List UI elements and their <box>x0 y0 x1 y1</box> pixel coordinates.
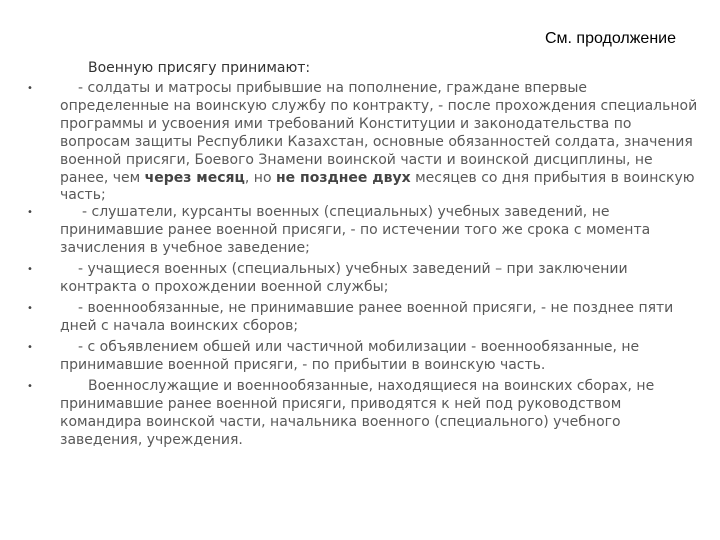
bullet-icon: • <box>27 303 33 314</box>
list-item <box>27 204 700 261</box>
list-item-text: , но <box>244 169 272 186</box>
bullet-icon: • <box>27 83 33 94</box>
list-item-text: - военнообязанные, не принимавшие ранее военной присяги, - не позднее пяти дней с начала воинских сборов; <box>60 300 674 334</box>
list-item-text: - солдаты и матросы прибывшие на пополнение, граждане впервые определенные на воинскую службу по контракту, - после прохождения специальной программы и усвоения ими требований Конституции и законодательства по вопросам защиты Республики Казахстан, основные обязанностей солдата, значения военной присяги, Боевого Знамени воинской части и воинской дисциплины, не ранее, чем <box>60 80 698 186</box>
bullet-icon: • <box>27 207 33 218</box>
list-item-text: - учащиеся военных (специальных) учебных заведений – при заключении контракта о прохождении военной службы; <box>60 261 628 295</box>
list-item-text: - с объявлением обшей или частичной мобилизации - военнообязанные, не принимавшие военной присяги, - по прибытии в воинскую часть. <box>60 339 640 373</box>
list-item <box>27 300 700 339</box>
intro-heading: Военную присягу принимают: <box>88 60 311 76</box>
list-item <box>27 378 700 450</box>
bullet-icon: • <box>27 342 33 353</box>
list-item <box>27 339 700 378</box>
oath-list <box>27 80 700 450</box>
list-item <box>27 261 700 300</box>
bullet-icon: • <box>27 264 33 275</box>
list-item-text: Военнослужащие и военнообязанные, находящиеся на воинских сборах, не принимавшие ранее военной присяги, приводятся к ней под руководством командира воинской части, начальника военного (специального) учебного заведения, учреждения. <box>60 378 655 448</box>
continuation-label: См. продолжение <box>544 30 676 47</box>
highlight-through-month: через месяц <box>144 169 245 186</box>
bullet-icon: • <box>27 381 33 392</box>
list-item-text: - слушатели, курсанты военных (специальных) учебных заведений, не принимавшие ранее военной присяги, - по истечении того же срока с момента зачисления в учебное заведение; <box>60 204 651 256</box>
list-item <box>27 80 700 204</box>
highlight-not-later: не позднее двух <box>275 169 411 186</box>
list-item-text: месяцев со дня прибытия в воинскую часть; <box>60 169 695 204</box>
